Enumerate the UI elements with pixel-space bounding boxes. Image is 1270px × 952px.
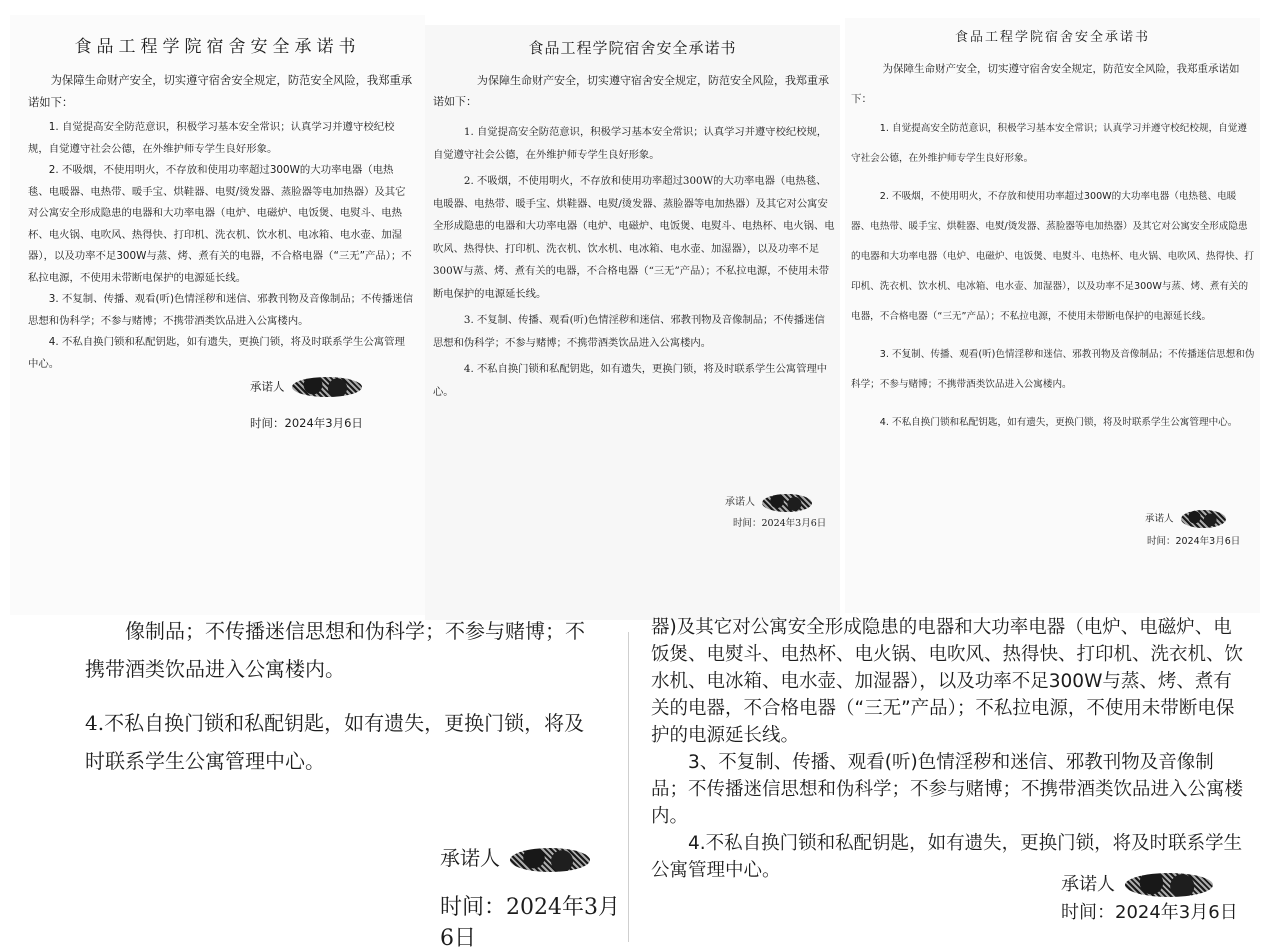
redacted-signature bbox=[292, 377, 362, 397]
doc-intro: 为保障生命财产安全，切实遵守宿舍安全规定，防范安全风险，我郑重承诺如下： bbox=[851, 63, 1240, 105]
partial-paragraph: 像制品；不传播迷信思想和伪科学；不参与赌博；不携带酒类饮品进入公寓楼内。 bbox=[85, 619, 585, 681]
sign-date: 时间：2024年3月6日 bbox=[1147, 536, 1241, 547]
redacted-signature bbox=[762, 494, 812, 512]
list-item: 4. 不私自换门锁和私配钥匙，如有遗失，更换门锁，将及时联系学生公寓管理中心。 bbox=[433, 363, 828, 398]
signature-line bbox=[1061, 870, 1213, 897]
redacted-signature bbox=[1125, 873, 1213, 897]
doc-intro: 为保障生命财产安全，切实遵守宿舍安全规定，防范安全风险，我郑重承诺如下： bbox=[433, 74, 829, 108]
list-item: 2. 不吸烟，不使用明火，不存放和使用功率超过300W的大功率电器（电热毯、电暖器、电热带、暖手宝、烘鞋器、电熨/烫发器、蒸脸器等电加热器）及其它对公寓安全形成隐患的电器和大功率电器（电炉、电磁炉、电饭煲、电熨斗、电热杯、电火锅、电吹风、热得快、打印机、洗衣机、饮水机、电冰箱、电水壶、加湿器），以及功率不足300W与蒸、烤、煮有关的电器，不合格电器（“三无”产品）；不私拉电源，不使用未带断电保护的电源延长线。 bbox=[433, 175, 835, 300]
list-item: 1. 自觉提高安全防范意识，积极学习基本安全常识；认真学习并遵守校纪校规，自觉遵守社会公德，在外维护师专学生良好形象。 bbox=[851, 123, 1247, 164]
commitment-letter-1 bbox=[10, 15, 425, 615]
sign-date: 时间：2024年3月6日 bbox=[1061, 902, 1238, 923]
partial-paragraph: 器)及其它对公寓安全形成隐患的电器和大功率电器（电炉、电磁炉、电饭煲、电熨斗、电热杯、电火锅、电吹风、热得快、打印机、洗衣机、饮水机、电冰箱、电水壶、加湿器），以及功率不足300W与蒸、烤、煮有关的电器，不合格电器（“三无”产品）；不私拉电源，不使用未带断电保护的电源延长线。 bbox=[651, 617, 1244, 746]
redacted-signature bbox=[1181, 510, 1226, 528]
list-item: 1. 自觉提高安全防范意识，积极学习基本安全常识；认真学习并遵守校纪校规，自觉遵守社会公德，在外维护师专学生良好形象。 bbox=[28, 121, 395, 155]
sign-date: 时间：2024年3月6日 bbox=[250, 416, 363, 430]
sign-date: 时间：2024年3月6日 bbox=[440, 895, 620, 951]
list-item: 2. 不吸烟，不使用明火，不存放和使用功率超过300W的大功率电器（电热毯、电暖器、电热带、暖手宝、烘鞋器、电熨/烫发器、蒸脸器等电加热器）及其它对公寓安全形成隐患的电器和大功率电器（电炉、电磁炉、电饭煲、电熨斗、电热杯、电火锅、电吹风、热得快、打印机、洗衣机、饮水机、电冰箱、电水壶、加湿器），以及功率不足300W与蒸、烤、煮有关的电器，不合格电器（“三无”产品）；不私拉电源，不使用未带断电保护的电源延长线。 bbox=[28, 164, 412, 284]
signature-line bbox=[440, 842, 590, 872]
list-item: 4. 不私自换门锁和私配钥匙，如有遗失，更换门锁，将及时联系学生公寓管理中心。 bbox=[879, 417, 1238, 428]
doc-items bbox=[433, 121, 835, 407]
list-item: 3. 不复制、传播、观看(听)色情淫秽和迷信、邪教刊物及音像制品；不传播迷信思想和伪科学；不参与赌博；不携带酒类饮品进入公寓楼内。 bbox=[433, 314, 825, 349]
doc-intro: 为保障生命财产安全，切实遵守宿舍安全规定，防范安全风险，我郑重承诺如下： bbox=[28, 74, 413, 109]
doc-title: 食品工程学院宿舍安全承诺书 bbox=[74, 37, 361, 57]
list-item: 4.不私自换门锁和私配钥匙，如有遗失，更换门锁，将及时联系学生公寓管理中心。 bbox=[85, 711, 585, 773]
signature-line bbox=[725, 493, 812, 512]
doc-title: 食品工程学院宿舍安全承诺书 bbox=[954, 30, 1150, 45]
doc-items bbox=[85, 619, 590, 780]
doc-items bbox=[651, 614, 1247, 884]
list-item: 3. 不复制、传播、观看(听)色情淫秽和迷信、邪教刊物及音像制品；不传播迷信思想和伪科学；不参与赌博；不携带酒类饮品进入公寓楼内。 bbox=[851, 349, 1255, 390]
list-item: 3. 不复制、传播、观看(听)色情淫秽和迷信、邪教刊物及音像制品；不传播迷信思想和伪科学；不参与赌博；不携带酒类饮品进入公寓楼内。 bbox=[28, 293, 414, 327]
commitment-letter-3 bbox=[845, 18, 1260, 613]
signer-label: 承诺人 bbox=[440, 846, 500, 870]
commitment-letter-4-crop bbox=[15, 619, 620, 951]
sign-date: 时间：2024年3月6日 bbox=[733, 518, 827, 529]
signer-label: 承诺人 bbox=[1061, 874, 1115, 895]
signer-label: 承诺人 bbox=[725, 497, 755, 508]
doc-title: 食品工程学院宿舍安全承诺书 bbox=[528, 39, 737, 57]
list-item: 1. 自觉提高安全防范意识，积极学习基本安全常识；认真学习并遵守校纪校规，自觉遵守社会公德，在外维护师专学生良好形象。 bbox=[433, 126, 828, 161]
list-item: 4. 不私自换门锁和私配钥匙，如有遗失，更换门锁，将及时联系学生公寓管理中心。 bbox=[28, 336, 405, 370]
signature-line bbox=[1145, 510, 1226, 528]
signer-label: 承诺人 bbox=[1145, 513, 1174, 525]
list-item: 2. 不吸烟，不使用明火，不存放和使用功率超过300W的大功率电器（电热毯、电暖器、电热带、暖手宝、烘鞋器、电熨/烫发器、蒸脸器等电加热器）及其它对公寓安全形成隐患的电器和大功率电器（电炉、电磁炉、电饭煲、电熨斗、电热杯、电火锅、电吹风、热得快、打印机、洗衣机、饮水机、电冰箱、电水壶、加湿器），以及功率不足300W与蒸、烤、煮有关的电器，不合格电器（“三无”产品）；不私拉电源，不使用未带断电保护的电源延长线。 bbox=[851, 191, 1254, 322]
list-item: 3、不复制、传播、观看(听)色情淫秽和迷信、邪教刊物及音像制品；不传播迷信思想和伪科学；不参与赌博；不携带酒类饮品进入公寓楼内。 bbox=[651, 752, 1244, 827]
commitment-letter-5-crop bbox=[628, 617, 1252, 942]
list-item: 4.不私自换门锁和私配钥匙，如有遗失，更换门锁，将及时联系学生公寓管理中心。 bbox=[651, 833, 1243, 881]
doc-items bbox=[28, 117, 414, 375]
signer-label: 承诺人 bbox=[250, 379, 285, 394]
doc-items bbox=[851, 114, 1255, 446]
signature-line bbox=[250, 377, 362, 397]
commitment-letter-2 bbox=[425, 25, 840, 620]
redacted-signature bbox=[510, 848, 590, 872]
